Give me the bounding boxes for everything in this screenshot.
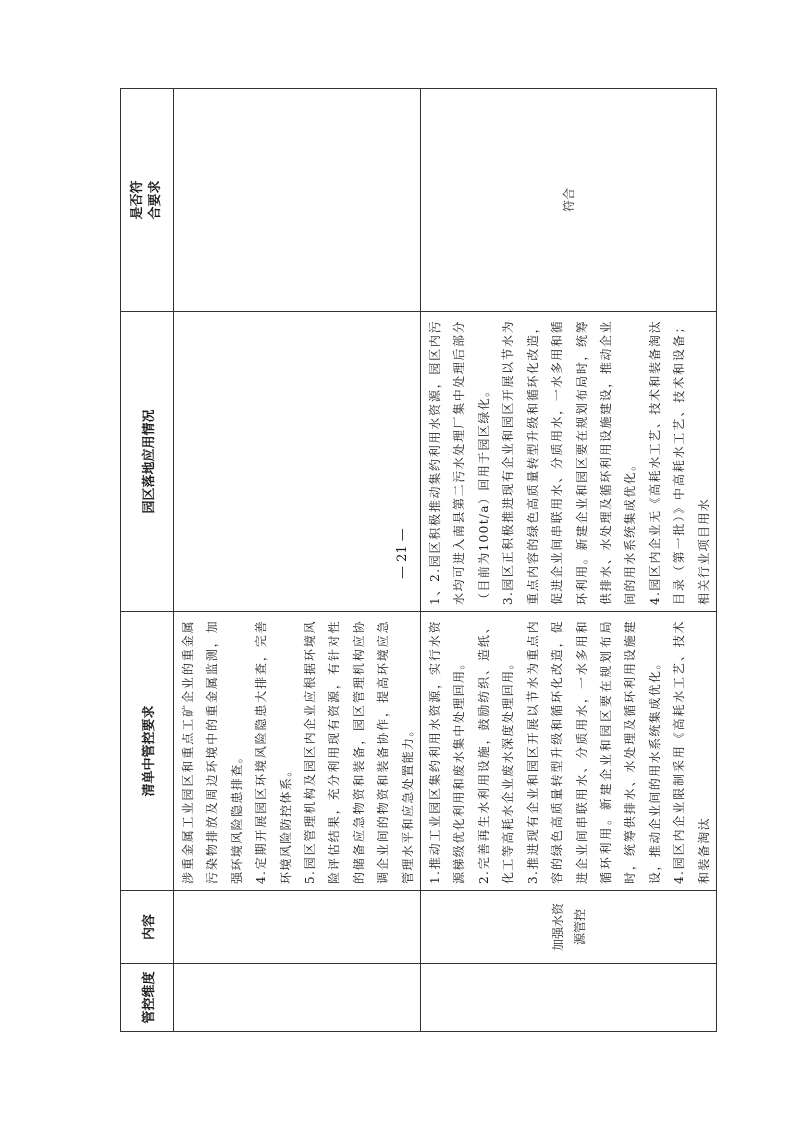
requirement-item: 涉重金属工业园区和重点工矿企业的重金属污染物排放及周边环境中的重金属监测，加强环境风险隐患排查。: [181, 620, 244, 884]
header-compliance-line2: 合要求: [148, 180, 163, 220]
cell-content: [421, 891, 717, 964]
cell-situation: [174, 312, 421, 612]
header-compliance-line1: 是否符: [130, 180, 145, 220]
content-line2: 源管控: [572, 909, 587, 946]
situation-text: [421, 312, 716, 611]
requirement-item: 3.推进现有企业和园区开展以节水为重点内容的绿色高质量转型升级和循环化改造，促进企业间串联用水、分质用水，一水多用和循环利用。新建企业和园区要在规划布局时，统筹供排水、水处理及循环利用设施建设，推动企业间的用水系统集成优化。: [525, 620, 662, 884]
header-situation: 园区落地应用情况: [121, 312, 174, 612]
cell-compliance: 符合: [421, 89, 717, 312]
cell-requirements: [174, 612, 421, 891]
cell-requirements: [421, 612, 717, 891]
requirement-item: 2.完善再生水利用设施，鼓励纺织、造纸、化工等高耗水企业废水深度处理回用。: [476, 620, 516, 884]
cell-compliance: [174, 89, 421, 312]
header-compliance: [121, 89, 174, 312]
table-header-row: [121, 89, 174, 1032]
situation-item: 3.园区正积极推进现有企业和园区开展以节水为重点内容的绿色高质量转型升级和循环化改造，促进企业间串联用水、分质用水，一水多用和循环利用。新建企业和园区要在规划布局时，统筹供排水、水处理及循环利用设施建设，推动企业间的用水系统集成优化。: [501, 320, 638, 605]
control-requirements-table: [120, 88, 717, 1032]
situation-item: 4.园区内企业无《高耗水工艺、技术和装备淘汰目录（第一批）》中高耗水工艺、技术和设备；相关行业项目用水: [647, 320, 711, 605]
requirement-item: 4.园区内企业限制采用《高耗水工艺、技术和装备淘汰: [672, 620, 711, 884]
situation-item: 1、2.园区积极推动集约利用水资源，园区内污水均可进入南县第二污水处理厂集中处理后部分（目前为100t/a）回用于园区绿化。: [428, 320, 491, 605]
table-row: [421, 89, 717, 1032]
requirement-item: 5.园区管理机构及园区内企业应根据环境风险评估结果，充分利用现有资源，有针对性的储备应急物资和装备，园区管理机构应协调企业间的物资和装备协作，提高环境应急管理水平和应急处置能力。: [303, 620, 415, 884]
requirement-item: 1.推动工业园区集约利用水资源，实行水资源梯级优化利用和废水集中处理回用。: [428, 620, 467, 884]
header-dimension: 管控维度: [121, 964, 174, 1032]
table-row: [174, 89, 421, 1032]
cell-dimension: [421, 964, 717, 1032]
page-number: — 21 —: [395, 528, 410, 579]
header-requirements: 清单中管控要求: [121, 612, 174, 891]
requirements-text: [421, 612, 716, 890]
header-content: 内容: [121, 891, 174, 964]
requirements-text: [174, 612, 420, 890]
requirement-item: 4.定期开展园区环境风险隐患大排查，完善环境风险防控体系。: [254, 620, 293, 884]
cell-content: [174, 891, 421, 964]
cell-situation: [421, 312, 717, 612]
rotated-table-container: [120, 89, 711, 1032]
cell-dimension: [174, 964, 421, 1032]
content-line1: 加强水资: [550, 903, 565, 952]
